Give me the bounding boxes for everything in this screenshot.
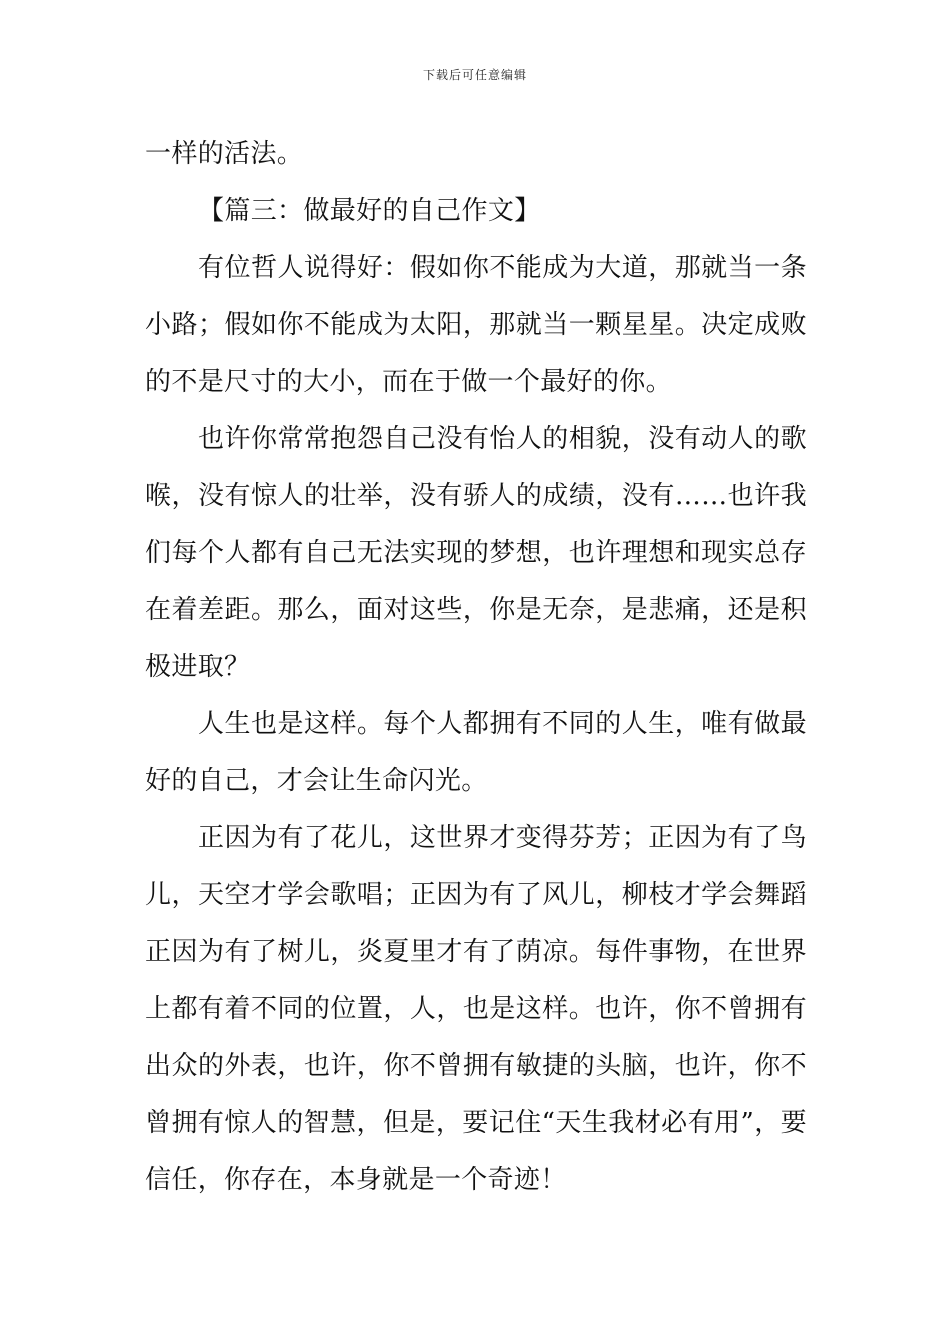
paragraph-reflection: 也许你常常抱怨自己没有怡人的相貌，没有动人的歌喉，没有惊人的壮举，没有骄人的成绩，没有……也许我们每个人都有自己无法实现的梦想，也许理想和现实总存在着差距。那么，面对这些，你是无奈，是悲痛，还是积极进取？: [145, 424, 807, 682]
document-body: [145, 126, 807, 1209]
paragraph-intro: 有位哲人说得好：假如你不能成为大道，那就当一条小路；假如你不能成为太阳，那就当一颗星星。决定成败的不是尺寸的大小，而在于做一个最好的你。: [145, 253, 807, 397]
page-header: 下载后可任意编辑: [422, 68, 527, 82]
paragraph-conclusion: 正因为有了花儿，这世界才变得芬芳；正因为有了鸟儿，天空才学会歌唱；正因为有了风儿，柳枝才学会舞蹈正因为有了树儿，炎夏里才有了荫凉。每件事物，在世界上都有着不同的位置，人，也是这样。也许，你不曾拥有出众的外表，也许，你不曾拥有敏捷的头脑，也许，你不曾拥有惊人的智慧，但是，要记住“天生我材必有用”，要信任，你存在，本身就是一个奇迹！: [145, 823, 807, 1195]
paragraph-continuation: 一样的活法。: [145, 139, 304, 169]
paragraph-life: 人生也是这样。每个人都拥有不同的人生，唯有做最好的自己，才会让生命闪光。: [145, 709, 807, 796]
section-title: 【篇三：做最好的自己作文】: [198, 196, 541, 226]
